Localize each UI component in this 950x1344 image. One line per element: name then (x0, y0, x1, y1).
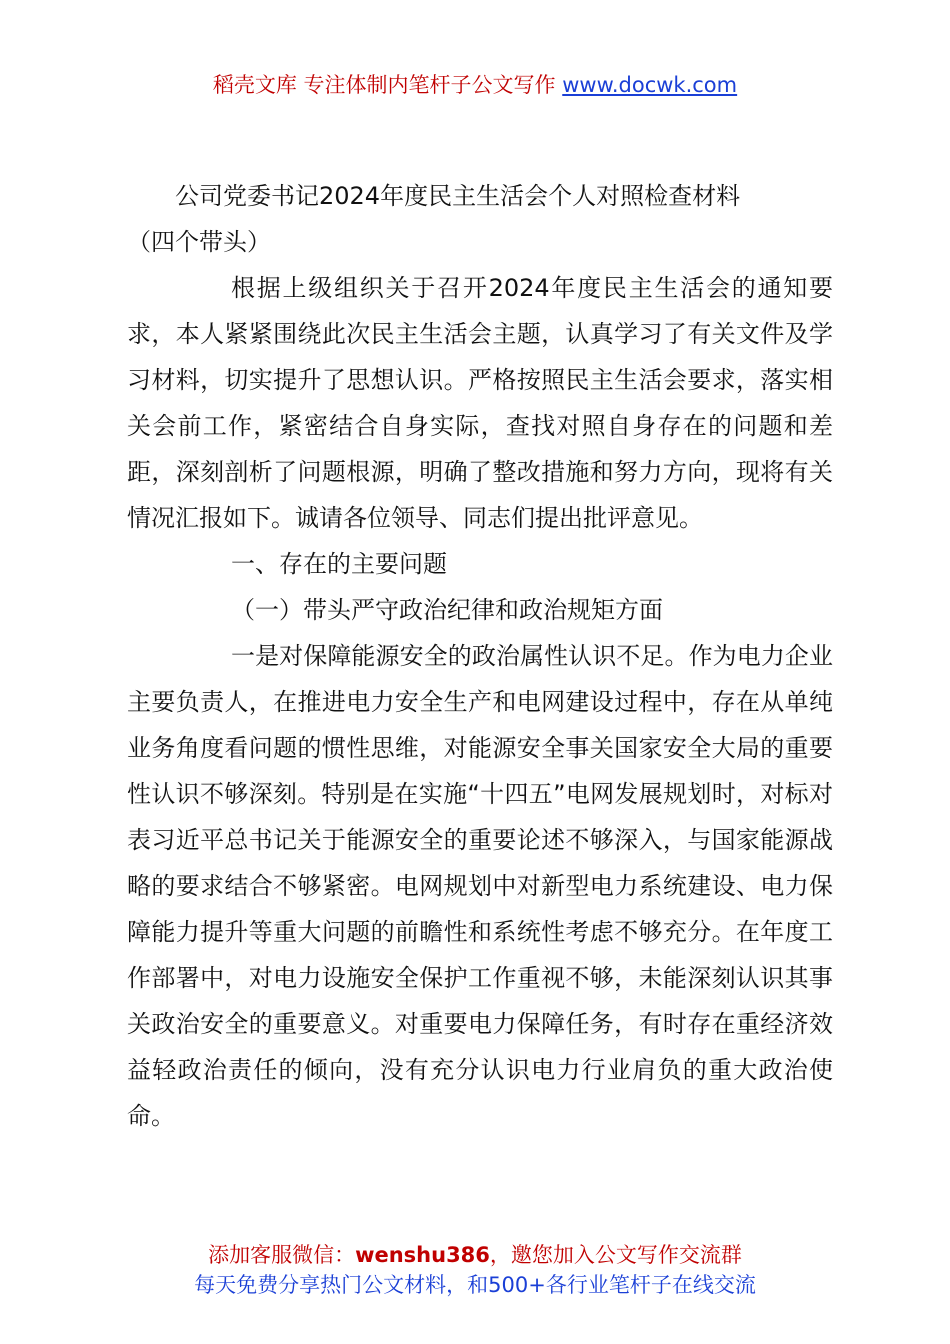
section-heading: 一、存在的主要问题 (231, 550, 447, 578)
footer-contact-prefix: 添加客服微信： (208, 1243, 356, 1267)
footer-promo-line: 每天免费分享热门公文材料，和500+各行业笔杆子在线交流 (194, 1273, 756, 1297)
intro-paragraph: 根据上级组织关于召开2024年度民主生活会的通知要求，本人紧紧围绕此次民主生活会主题，认真学习了有关文件及学习材料，切实提升了思想认识。严格按照民主生活会要求，落实相关会前工作，紧密结合自身实际，查找对照自身存在的问题和差距，深刻剖析了问题根源，明确了整改措施和努力方向，现将有关情况汇报如下。诚请各位领导、同志们提出批评意见。 (127, 274, 833, 532)
subsection-heading: （一）带头严守政治纪律和政治规矩方面 (231, 596, 663, 624)
header-url-link[interactable]: www.docwk.com (562, 73, 738, 97)
footer-contact-line (0, 1240, 950, 1270)
header-brand: 稻壳文库 专注体制内笔杆子公文写作 (212, 73, 556, 97)
footer-contact-suffix: ，邀您加入公文写作交流群 (489, 1243, 742, 1267)
wechat-id: wenshu386 (355, 1243, 490, 1267)
body-paragraph: 一是对保障能源安全的政治属性认识不足。作为电力企业主要负责人，在推进电力安全生产和电网建设过程中，存在从单纯业务角度看问题的惯性思维，对能源安全事关国家安全大局的重要性认识不够深刻。特别是在实施“十四五”电网发展规划时，对标对表习近平总书记关于能源安全的重要论述不够深入，与国家能源战略的要求结合不够紧密。电网规划中对新型电力系统建设、电力保障能力提升等重大问题的前瞻性和系统性考虑不够充分。在年度工作部署中，对电力设施安全保护工作重视不够，未能深刻认识其事关政治安全的重要意义。对重要电力保障任务，有时存在重经济效益轻政治责任的倾向，没有充分认识电力行业肩负的重大政治使命。 (127, 642, 833, 1130)
page-footer (0, 1240, 950, 1300)
document-body (127, 173, 833, 1139)
document-title: 公司党委书记2024年度民主生活会个人对照检查材料 (175, 182, 741, 210)
page-header (0, 70, 950, 100)
document-subtitle: （四个带头） (127, 228, 271, 256)
